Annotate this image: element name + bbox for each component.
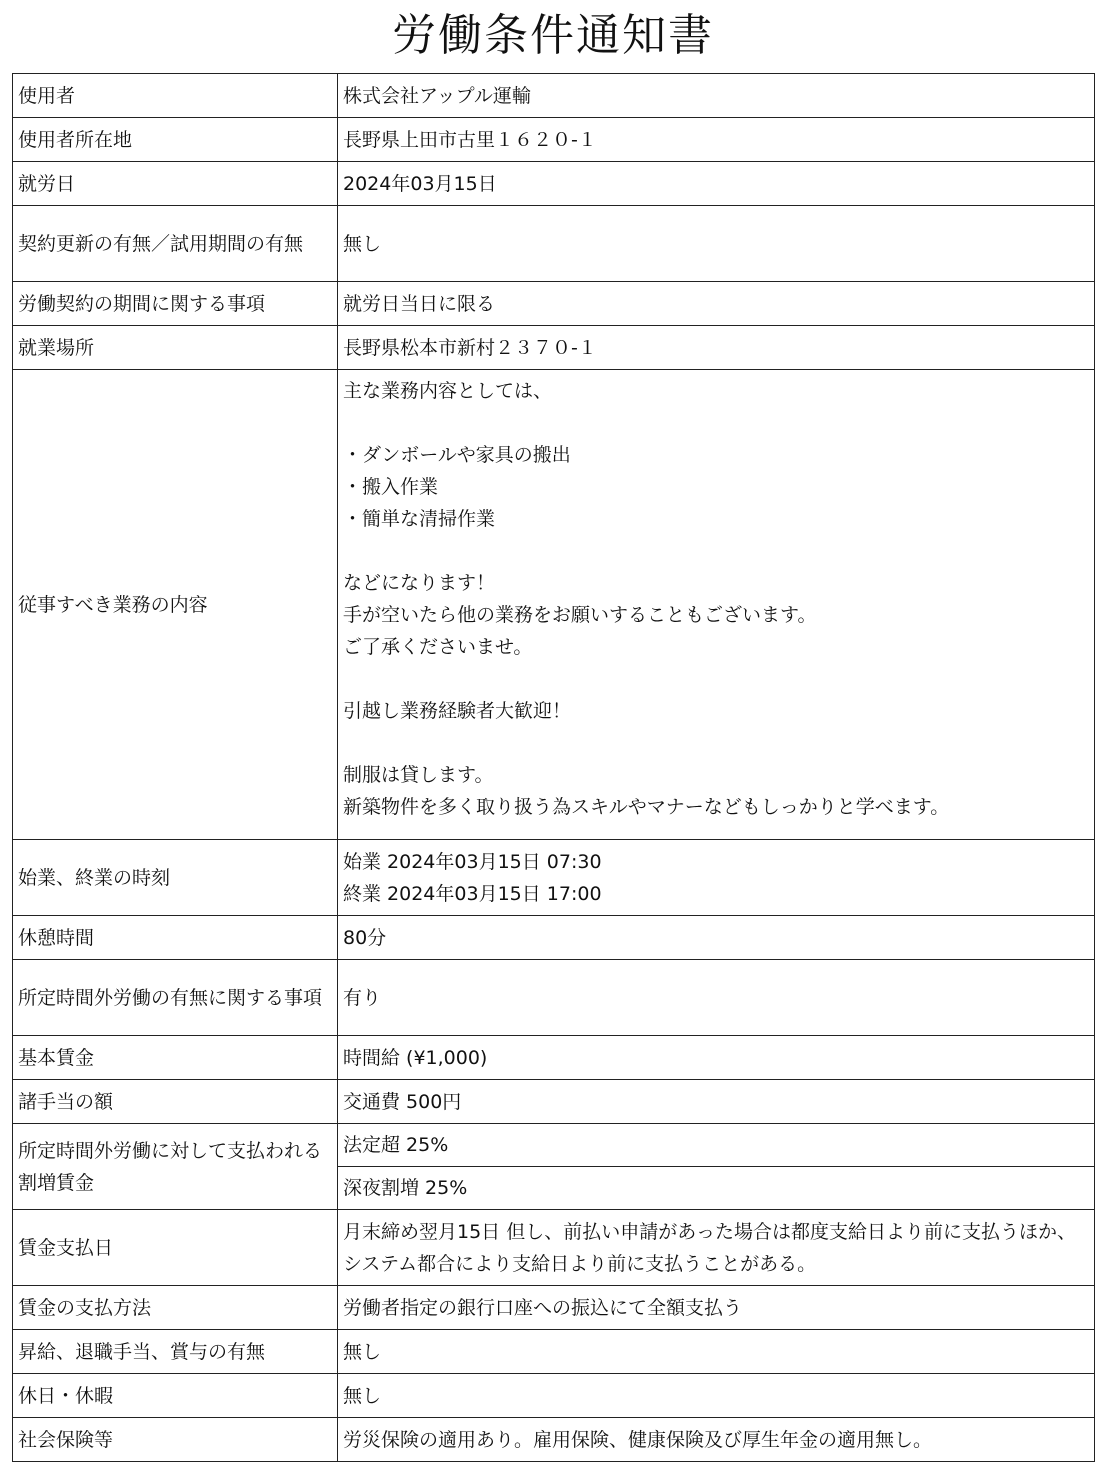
label-overtime: 所定時間外労働の有無に関する事項 [13,960,338,1036]
value-work-date: 2024年03月15日 [338,162,1095,206]
row-holidays [13,1374,1095,1418]
value-premium-night: 深夜割増 25% [338,1167,1095,1210]
row-base-wage [13,1036,1095,1080]
label-holidays: 休日・休暇 [13,1374,338,1418]
row-workplace [13,326,1095,370]
label-contract-period: 労働契約の期間に関する事項 [13,282,338,326]
value-pay-method: 労働者指定の銀行口座への振込にて全額支払う [338,1286,1095,1330]
value-premium-legal: 法定超 25% [338,1124,1095,1167]
value-raises: 無し [338,1330,1095,1374]
value-holidays: 無し [338,1374,1095,1418]
row-employer [13,74,1095,118]
value-renewal: 無し [338,206,1095,282]
row-renewal [13,206,1095,282]
labor-conditions-table [12,73,1095,1462]
row-pay-method [13,1286,1095,1330]
value-workplace: 長野県松本市新村２３７０-１ [338,326,1095,370]
label-insurance: 社会保険等 [13,1418,338,1462]
value-employer: 株式会社アップル運輸 [338,74,1095,118]
label-work-hours: 始業、終業の時刻 [13,840,338,916]
row-break-time [13,916,1095,960]
row-insurance [13,1418,1095,1462]
value-overtime: 有り [338,960,1095,1036]
value-duties: 主な業務内容としては、 ・ダンボールや家具の搬出 ・搬入作業 ・簡単な清掃作業 などになります！ 手が空いたら他の業務をお願いすることもございます。 ご了承くださいませ。 引越し業務経験者大歓迎！ 制服は貸します。 新築物件を多く取り扱う為スキルやマナーなどもしっかりと学べます。 [338,370,1095,840]
label-workplace: 就業場所 [13,326,338,370]
row-duties [13,370,1095,840]
value-base-wage: 時間給 (¥1,000) [338,1036,1095,1080]
value-contract-period: 就労日当日に限る [338,282,1095,326]
label-renewal: 契約更新の有無／試用期間の有無 [13,206,338,282]
label-premium: 所定時間外労働に対して支払われる割増賃金 [13,1124,338,1210]
label-pay-day: 賃金支払日 [13,1210,338,1286]
label-raises: 昇給、退職手当、賞与の有無 [13,1330,338,1374]
row-raises [13,1330,1095,1374]
value-pay-day: 月末締め翌月15日 但し、前払い申請があった場合は都度支給日より前に支払うほか、システム都合により支給日より前に支払うことがある。 [338,1210,1095,1286]
label-employer-address: 使用者所在地 [13,118,338,162]
label-break-time: 休憩時間 [13,916,338,960]
label-base-wage: 基本賃金 [13,1036,338,1080]
value-insurance: 労災保険の適用あり。雇用保険、健康保険及び厚生年金の適用無し。 [338,1418,1095,1462]
work-start-time: 始業 2024年03月15日 07:30 [343,850,602,873]
label-work-date: 就労日 [13,162,338,206]
value-break-time: 80分 [338,916,1095,960]
label-allowance: 諸手当の額 [13,1080,338,1124]
work-end-time: 終業 2024年03月15日 17:00 [343,882,602,905]
label-pay-method: 賃金の支払方法 [13,1286,338,1330]
row-overtime [13,960,1095,1036]
document-title: 労働条件通知書 [392,10,714,61]
row-allowance [13,1080,1095,1124]
value-allowance: 交通費 500円 [338,1080,1095,1124]
row-pay-day [13,1210,1095,1286]
value-work-hours [338,840,1095,916]
row-premium-legal [13,1124,1095,1167]
label-duties: 従事すべき業務の内容 [13,370,338,840]
row-work-hours [13,840,1095,916]
row-contract-period [13,282,1095,326]
row-work-date [13,162,1095,206]
row-employer-address [13,118,1095,162]
label-employer: 使用者 [13,74,338,118]
value-employer-address: 長野県上田市古里１６２０-１ [338,118,1095,162]
